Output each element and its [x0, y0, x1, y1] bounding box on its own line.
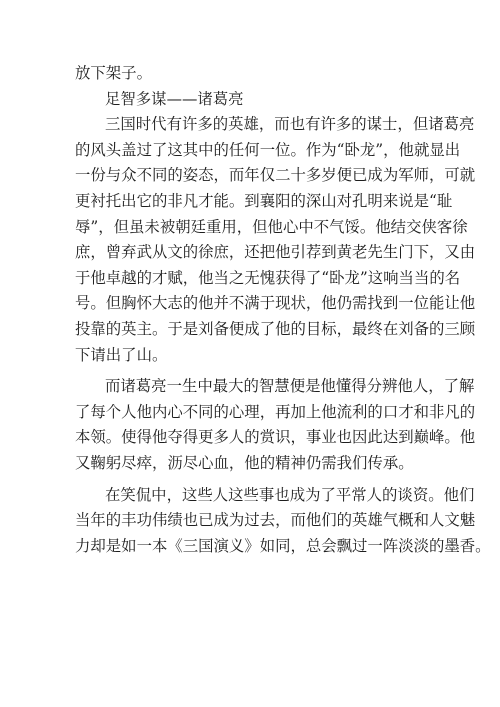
section-heading: 足智多谋——诸葛亮 — [105, 89, 244, 108]
paragraph-2 — [75, 374, 476, 476]
paragraph-1 — [75, 112, 476, 368]
paragraph-line: 更衬托出它的非凡才能。到襄阳的深山对孔明来说是“耻 — [75, 191, 453, 210]
paragraph-line: 辱”，但虽未被朝廷重用，但他心中不气馁。他结交侠客徐 — [75, 217, 468, 236]
paragraph-line: 庶，曾弃武从文的徐庶，还把他引荐到黄老先生门下，又由 — [75, 243, 476, 262]
paragraph-line: 的风头盖过了这其中的任何一位。作为“卧龙”，他就显出 — [75, 140, 461, 159]
paragraph-line: 又鞠躬尽瘁，沥尽心血，他的精神仍需我们传承。 — [75, 453, 414, 472]
paragraph-line: 了每个人他内心不同的心理，再加上他流利的口才和非凡的 — [75, 402, 476, 421]
paragraph-line: 力却是如一本《三国演义》如同，总会飘过一阵淡淡的墨香。 — [75, 536, 491, 555]
paragraph-line: 当年的丰功伟绩也已成为过去，而他们的英雄气概和人文魅 — [75, 511, 476, 530]
paragraph-line: 而诸葛亮一生中最大的智慧便是他懂得分辨他人，了解 — [105, 377, 475, 396]
paragraph-3 — [75, 483, 491, 560]
paragraph-line: 一份与众不同的姿态，而年仅二十多岁便已成为军师，可就 — [75, 166, 476, 185]
paragraph-line: 于他卓越的才赋，他当之无愧获得了“卧龙”这响当当的名 — [75, 268, 461, 287]
paragraph-line: 三国时代有许多的英雄，而也有许多的谋士，但诸葛亮 — [105, 115, 475, 134]
paragraph-line: 下请出了山。 — [75, 345, 168, 364]
paragraph-line: 在笑侃中，这些人这些事也成为了平常人的谈资。他们 — [105, 485, 475, 504]
paragraph-line: 投靠的英主。于是刘备便成了他的目标，最终在刘备的三顾 — [75, 319, 476, 338]
paragraph-line: 本领。使得他夺得更多人的赏识，事业也因此达到巅峰。他 — [75, 428, 476, 447]
document-body — [75, 61, 491, 559]
paragraph-line: 号。但胸怀大志的他并不满于现状，他仍需找到一位能让他 — [75, 294, 476, 313]
lead-line: 放下架子。 — [75, 64, 152, 82]
